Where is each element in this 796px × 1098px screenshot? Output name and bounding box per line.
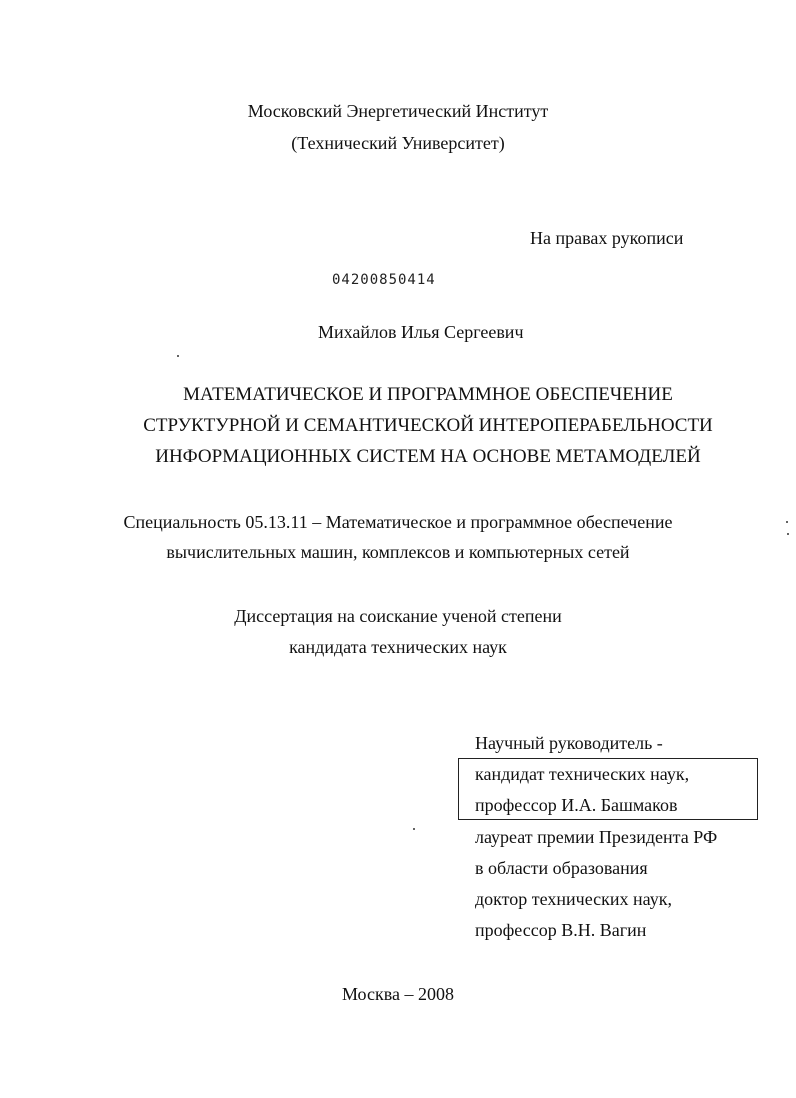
registry-number: 04200850414: [332, 272, 436, 288]
institution-name: Московский Энергетический Институт: [247, 101, 549, 121]
supervisor-line-1: кандидат технических наук,: [475, 764, 690, 784]
supervisor-line-2: профессор И.А. Башмаков: [475, 795, 678, 815]
dissertation-title-line-2: СТРУКТУРНОЙ И СЕМАНТИЧЕСКОЙ ИНТЕРОПЕРАБЕЛЬНОСТИ: [143, 415, 713, 436]
author-name: Михайлов Илья Сергеевич: [318, 322, 524, 342]
supervisor-line-5: доктор технических наук,: [475, 889, 672, 909]
dissertation-title-line-1: МАТЕМАТИЧЕСКОЕ И ПРОГРАММНОЕ ОБЕСПЕЧЕНИЕ: [183, 384, 673, 405]
scan-speck: [413, 828, 415, 830]
degree-line-1: Диссертация на соискание ученой степени: [234, 606, 562, 626]
city-year: Москва – 2008: [342, 984, 454, 1004]
scan-speck: [786, 521, 788, 523]
supervisor-heading: Научный руководитель -: [475, 733, 663, 753]
specialty-line-1: Специальность 05.13.11 – Математическое и программное обеспечение: [123, 512, 673, 532]
degree-line-2: кандидата технических наук: [289, 637, 507, 657]
institution-subtitle: (Технический Университет): [291, 133, 505, 153]
supervisor-line-4: в области образования: [475, 858, 648, 878]
manuscript-note: На правах рукописи: [530, 228, 684, 248]
dissertation-title-line-3: ИНФОРМАЦИОННЫХ СИСТЕМ НА ОСНОВЕ МЕТАМОДЕЛЕЙ: [155, 446, 701, 467]
scan-speck: [177, 355, 179, 357]
scan-speck: [787, 533, 789, 535]
specialty-line-2: вычислительных машин, комплексов и компьютерных сетей: [166, 542, 630, 562]
supervisor-line-6: профессор В.Н. Вагин: [475, 920, 647, 940]
supervisor-line-3: лауреат премии Президента РФ: [475, 827, 718, 847]
